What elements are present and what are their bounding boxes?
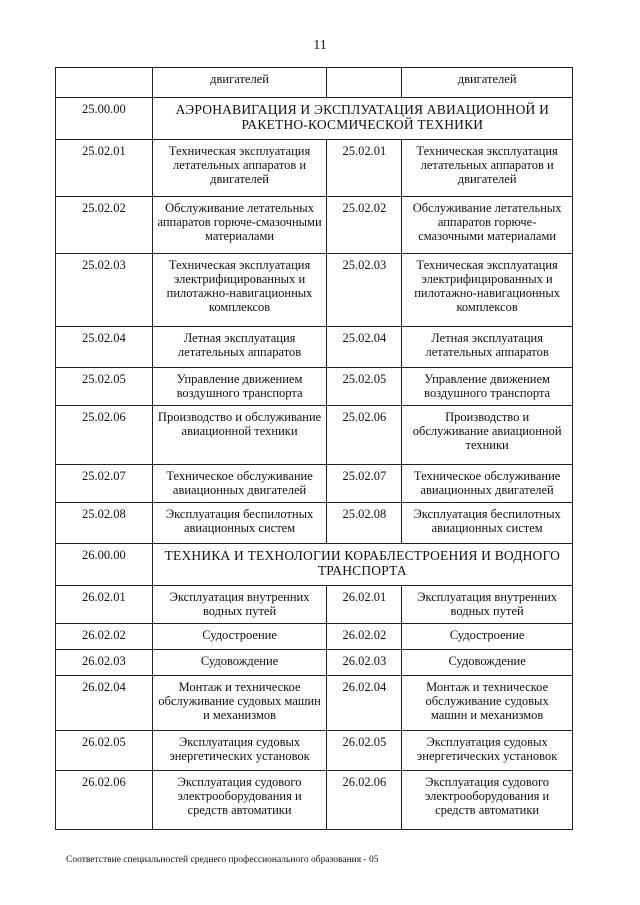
page-footer: Соответствие специальностей среднего профессионального образования - 05: [66, 855, 379, 865]
name-new: Монтаж и техническое обслуживание судовых машин и механизмов: [152, 676, 327, 731]
code-new: 25.02.08: [56, 503, 153, 544]
code-new: 26.02.04: [56, 676, 153, 731]
name-new: Эксплуатация беспилотных авиационных систем: [152, 503, 327, 544]
name-old: Судовождение: [402, 650, 573, 676]
code-new: [56, 68, 153, 98]
name-old: Эксплуатация судового электрооборудования и средств автоматики: [402, 771, 573, 830]
name-new: Производство и обслуживание авиационной техники: [152, 406, 327, 465]
table-row: [56, 368, 573, 406]
name-new: Техническое обслуживание авиационных двигателей: [152, 465, 327, 503]
name-old: Управление движением воздушного транспорта: [402, 368, 573, 406]
name-new: Судовождение: [152, 650, 327, 676]
code-old: 26.02.06: [327, 771, 402, 830]
code-old: 25.02.05: [327, 368, 402, 406]
page-number: 11: [313, 38, 327, 53]
name-old: Техническая эксплуатация электрифицированных и пилотажно-навигационных комплексов: [402, 254, 573, 327]
name-old: Летная эксплуатация летательных аппаратов: [402, 327, 573, 368]
code-new: 26.02.03: [56, 650, 153, 676]
table-row: [56, 197, 573, 254]
code-new: 25.02.06: [56, 406, 153, 465]
code-new: 25.02.03: [56, 254, 153, 327]
table-row: [56, 771, 573, 830]
code-new: 26.02.01: [56, 586, 153, 624]
name-new: Эксплуатация судового электрооборудования и средств автоматики: [152, 771, 327, 830]
code-old: 26.02.02: [327, 624, 402, 650]
code-old: 25.02.01: [327, 140, 402, 197]
code-old: 25.02.08: [327, 503, 402, 544]
section-title: ТЕХНИКА И ТЕХНОЛОГИИ КОРАБЛЕСТРОЕНИЯ И ВОДНОГО ТРАНСПОРТА: [152, 544, 572, 586]
table-row: [56, 254, 573, 327]
name-old: Производство и обслуживание авиационной техники: [402, 406, 573, 465]
code-old: 25.02.06: [327, 406, 402, 465]
name-old: Техническое обслуживание авиационных двигателей: [402, 465, 573, 503]
code-old: 25.02.07: [327, 465, 402, 503]
table-row: [56, 624, 573, 650]
name-new: Эксплуатация судовых энергетических установок: [152, 731, 327, 771]
code-old: 25.02.03: [327, 254, 402, 327]
name-old: двигателей: [402, 68, 573, 98]
code-new: 25.02.07: [56, 465, 153, 503]
name-old: Эксплуатация судовых энергетических установок: [402, 731, 573, 771]
table-row: [56, 676, 573, 731]
code-new: 25.02.05: [56, 368, 153, 406]
table-row: [56, 327, 573, 368]
section-row: [56, 544, 573, 586]
code-old: 25.02.02: [327, 197, 402, 254]
name-new: двигателей: [152, 68, 327, 98]
name-new: Летная эксплуатация летательных аппаратов: [152, 327, 327, 368]
name-old: Обслуживание летательных аппаратов горюче-смазочными материалами: [402, 197, 573, 254]
name-old: Монтаж и техническое обслуживание судовых машин и механизмов: [402, 676, 573, 731]
continuation-row: [56, 68, 573, 98]
code-new: 26.02.02: [56, 624, 153, 650]
table-row: [56, 503, 573, 544]
name-old: Техническая эксплуатация летательных аппаратов и двигателей: [402, 140, 573, 197]
code-old: 25.02.04: [327, 327, 402, 368]
name-new: Техническая эксплуатация летательных аппаратов и двигателей: [152, 140, 327, 197]
code-new: 25.02.04: [56, 327, 153, 368]
name-new: Судостроение: [152, 624, 327, 650]
code-old: [327, 68, 402, 98]
table-row: [56, 140, 573, 197]
section-code: 25.00.00: [56, 98, 153, 140]
name-new: Эксплуатация внутренних водных путей: [152, 586, 327, 624]
name-new: Управление движением воздушного транспорта: [152, 368, 327, 406]
code-new: 26.02.05: [56, 731, 153, 771]
name-old: Судостроение: [402, 624, 573, 650]
name-new: Техническая эксплуатация электрифицированных и пилотажно-навигационных комплексов: [152, 254, 327, 327]
code-new: 25.02.01: [56, 140, 153, 197]
code-old: 26.02.05: [327, 731, 402, 771]
code-old: 26.02.04: [327, 676, 402, 731]
section-code: 26.00.00: [56, 544, 153, 586]
table-row: [56, 465, 573, 503]
table-row: [56, 731, 573, 771]
name-old: Эксплуатация внутренних водных путей: [402, 586, 573, 624]
table-row: [56, 406, 573, 465]
table-body: [56, 68, 573, 830]
code-new: 25.02.02: [56, 197, 153, 254]
section-row: [56, 98, 573, 140]
specialty-table: [55, 67, 573, 830]
code-old: 26.02.01: [327, 586, 402, 624]
name-new: Обслуживание летательных аппаратов горюче-смазочными материалами: [152, 197, 327, 254]
table-row: [56, 586, 573, 624]
code-new: 26.02.06: [56, 771, 153, 830]
section-title: АЭРОНАВИГАЦИЯ И ЭКСПЛУАТАЦИЯ АВИАЦИОННОЙ И РАКЕТНО-КОСМИЧЕСКОЙ ТЕХНИКИ: [152, 98, 572, 140]
name-old: Эксплуатация беспилотных авиационных систем: [402, 503, 573, 544]
table-row: [56, 650, 573, 676]
code-old: 26.02.03: [327, 650, 402, 676]
